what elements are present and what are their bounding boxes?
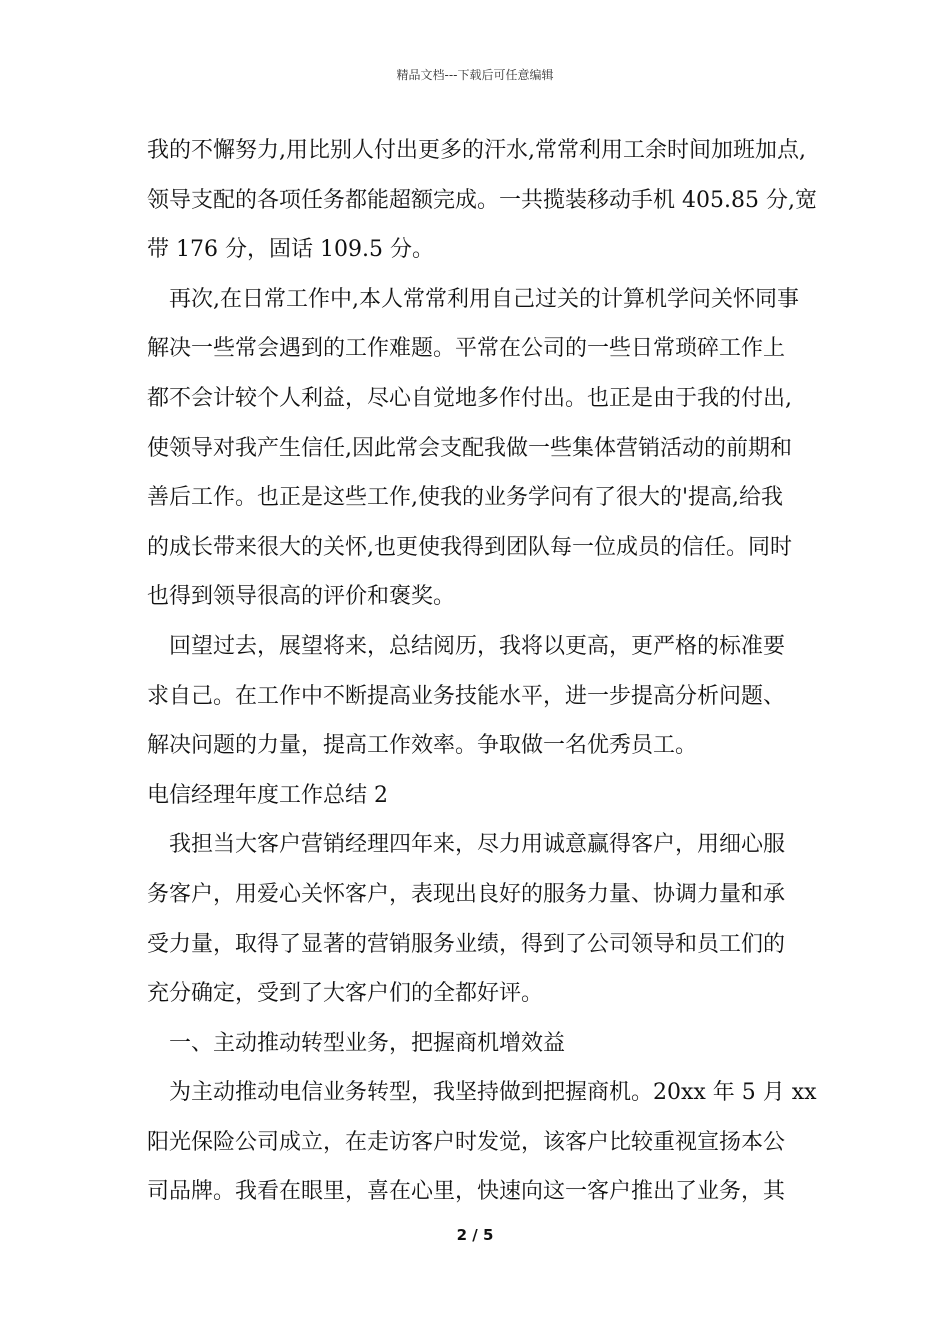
- text-line: 求自己。在工作中不断提高业务技能水平，进一步提高分析问题、: [147, 683, 786, 709]
- page-header: 精品文档---下载后可任意编辑: [396, 68, 554, 82]
- text-line: 都不会计较个人利益，尽心自觉地多作付出。也正是由于我的付出,: [147, 385, 792, 411]
- document-body: [147, 126, 817, 1217]
- text-line: 使领导对我产生信任,因此常会支配我做一些集体营销活动的前期和: [147, 435, 792, 461]
- text-line: 解决问题的力量，提高工作效率。争取做一名优秀员工。: [147, 733, 698, 759]
- text-line: 务客户，用爱心关怀客户，表现出良好的服务力量、协调力量和承: [147, 881, 786, 907]
- text-line: 司品牌。我看在眼里，喜在心里，快速向这一客户推出了业务，其: [147, 1179, 786, 1205]
- paragraph-first-line: 再次,在日常工作中,本人常常利用自己过关的计算机学问关怀同事: [169, 286, 799, 312]
- paragraph-first-line: 为主动推动电信业务转型，我坚持做到把握商机。20xx 年 5 月 xx: [169, 1080, 817, 1106]
- text-line: 充分确定，受到了大客户们的全都好评。: [147, 981, 544, 1007]
- text-line: 阳光保险公司成立，在走访客户时发觉，该客户比较重视宣扬本公: [147, 1129, 786, 1155]
- text-line: 领导支配的各项任务都能超额完成。一共揽装移动手机 405.85 分,宽: [147, 187, 817, 213]
- paragraph-first-line: 我担当大客户营销经理四年来，尽力用诚意赢得客户，用细心服: [169, 832, 786, 858]
- paragraph-first-line: 回望过去，展望将来，总结阅历，我将以更高，更严格的标准要: [169, 633, 786, 659]
- section-heading: 电信经理年度工作总结 2: [147, 782, 388, 808]
- text-line: 善后工作。也正是这些工作,使我的业务学问有了很大的'提高,给我: [147, 485, 784, 511]
- page-number: 2 / 5: [456, 1226, 494, 1244]
- text-line: 也得到领导很高的评价和褒奖。: [147, 584, 456, 610]
- text-line: 我的不懈努力,用比别人付出更多的汗水,常常利用工余时间加班加点,: [147, 138, 806, 163]
- subsection-heading: 一、主动推动转型业务，把握商机增效益: [169, 1030, 566, 1056]
- text-line: 受力量，取得了显著的营销服务业绩，得到了公司领导和员工们的: [147, 931, 786, 957]
- text-line: 解决一些常会遇到的工作难题。平常在公司的一些日常琐碎工作上: [147, 336, 786, 362]
- text-line: 的成长带来很大的关怀,也更使我得到团队每一位成员的信任。同时: [147, 534, 792, 560]
- text-line: 带 176 分，固话 109.5 分。: [147, 237, 434, 263]
